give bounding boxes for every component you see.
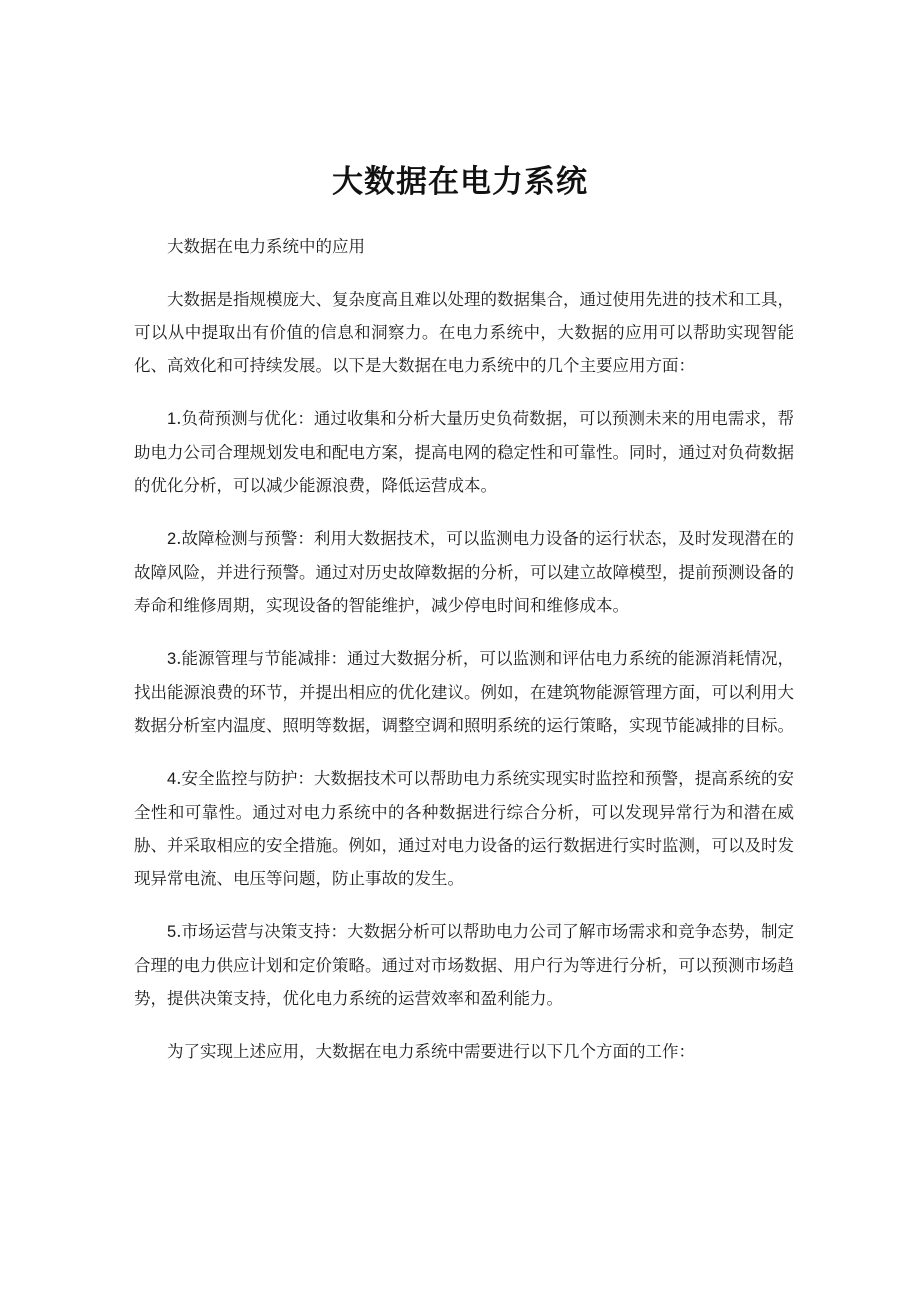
list-item-text: .安全监控与防护：大数据技术可以帮助电力系统实现实时监控和预警，提高系统的安全性和可靠性。通过对电力系统中的各种数据进行综合分析，可以发现异常行为和潜在威胁、并采取相应的安全措施。例如，通过对电力设备的运行数据进行实时监测，可以及时发现异常电流、电压等问题，防止事故的发生。 [134, 769, 794, 888]
document-title: 大数据在电力系统 [332, 164, 588, 200]
list-item-text: .市场运营与决策支持：大数据分析可以帮助电力公司了解市场需求和竞争态势，制定合理的电力供应计划和定价策略。通过对市场数据、用户行为等进行分析，可以预测市场趋势，提供决策支持，优化电力系统的运营效率和盈利能力。 [134, 922, 794, 1008]
list-item-number: 2 [167, 530, 177, 548]
list-item [134, 762, 794, 895]
list-item [134, 402, 794, 502]
section-heading: 大数据在电力系统中的应用 [167, 237, 365, 256]
intro-paragraph: 大数据是指规模庞大、复杂度高且难以处理的数据集合，通过使用先进的技术和工具，可以从中提取出有价值的信息和洞察力。在电力系统中，大数据的应用可以帮助实现智能化、高效化和可持续发展。以下是大数据在电力系统中的几个主要应用方面： [134, 290, 794, 375]
list-item-text: .能源管理与节能减排：通过大数据分析，可以监测和评估电力系统的能源消耗情况，找出能源浪费的环节，并提出相应的优化建议。例如，在建筑物能源管理方面，可以利用大数据分析室内温度、照明等数据，调整空调和照明系统的运行策略，实现节能减排的目标。 [134, 649, 794, 735]
document-body [134, 230, 794, 1088]
list-item-number: 4 [167, 770, 177, 788]
list-item [134, 522, 794, 622]
list-item-number: 3 [167, 650, 177, 668]
closing-paragraph: 为了实现上述应用，大数据在电力系统中需要进行以下几个方面的工作： [167, 1042, 695, 1061]
list-item-number: 5 [167, 923, 177, 941]
list-item-text: .负荷预测与优化：通过收集和分析大量历史负荷数据，可以预测未来的用电需求，帮助电力公司合理规划发电和配电方案，提高电网的稳定性和可靠性。同时，通过对负荷数据的优化分析，可以减少能源浪费，降低运营成本。 [134, 409, 794, 495]
list-item [134, 915, 794, 1015]
list-item-text: .故障检测与预警：利用大数据技术，可以监测电力设备的运行状态，及时发现潜在的故障风险，并进行预警。通过对历史故障数据的分析，可以建立故障模型，提前预测设备的寿命和维修周期，实现设备的智能维护，减少停电时间和维修成本。 [134, 529, 794, 615]
list-item-number: 1 [167, 410, 177, 428]
list-item [134, 642, 794, 742]
